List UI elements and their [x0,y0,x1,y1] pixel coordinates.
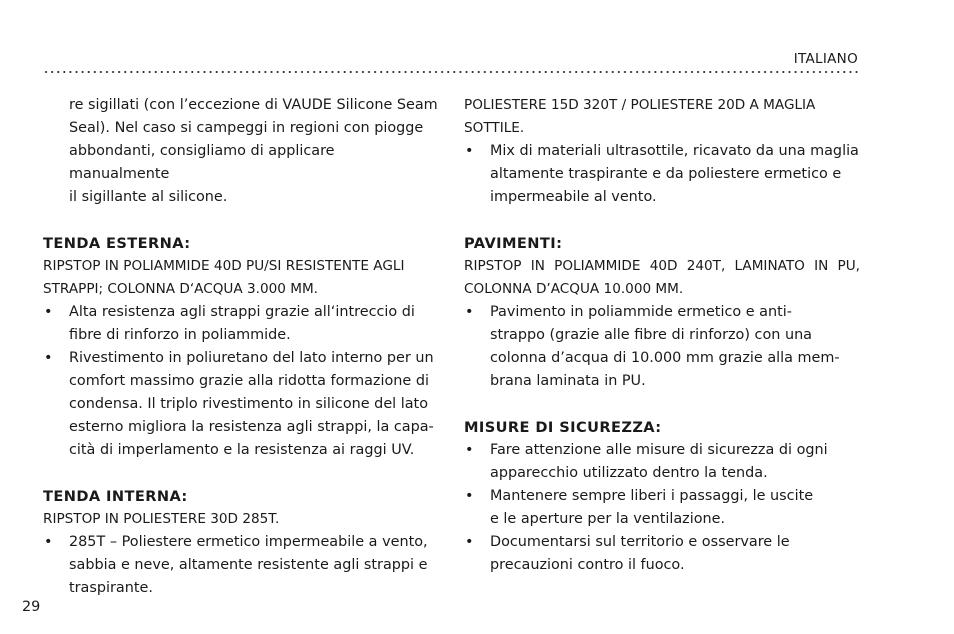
language-label: ITALIANO [793,51,858,67]
text-line: precauzioni contro il fuoco. [490,557,685,573]
list-item [464,301,860,393]
text-line: comfort massimo grazie alla ridotta formazione di [69,373,429,389]
text-line: esterno migliora la resistenza agli strappi, la capa- [69,419,434,435]
text-line: Seal). Nel caso si campeggi in regioni con piogge [69,120,424,136]
bullet-icon: • [44,534,53,550]
bullet-icon: • [465,442,474,458]
text-line: apparecchio utilizzato dentro la tenda. [490,465,768,481]
text-line: condensa. Il triplo rivestimento in silicone del lato [69,396,429,412]
inner-tent-bullets [43,531,438,600]
page-number: 29 [22,599,41,615]
list-item [43,347,438,462]
section-title-outer-tent: TENDA ESTERNA: [43,235,191,252]
text-line: abbondanti, consigliamo di applicare manualmente [69,143,335,182]
left-column [43,94,438,600]
bullet-icon: • [465,143,474,159]
section-title-inner-tent: TENDA INTERNA: [43,488,188,505]
list-item [43,531,438,600]
text-line: Fare attenzione alle misure di sicurezza di ogni [490,442,828,458]
spec-line: SOTTILE. [464,120,525,136]
spec-line: RIPSTOP IN POLIAMMIDE 40D PU/SI RESISTENTE AGLI [43,258,405,274]
right-column [464,94,860,577]
spec-line: RIPSTOP IN POLIAMMIDE 40D 240T, LAMINATO IN PU, [464,258,860,274]
text-line: traspirante. [69,580,153,596]
text-line: Alta resistenza agli strappi grazie all‘intreccio di [69,304,415,320]
text-line: strappo (grazie alle fibre di rinforzo) con una [490,327,813,343]
spec-line: STRAPPI; COLONNA D‘ACQUA 3.000 MM. [43,281,318,297]
section-title-floors: PAVIMENTI: [464,235,563,252]
outer-tent-bullets [43,301,438,462]
bullet-icon: • [44,350,53,366]
text-line: impermeabile al vento. [490,189,657,205]
text-line: altamente traspirante e da poliestere ermetico e [490,166,842,182]
text-line: sabbia e neve, altamente resistente agli strappi e [69,557,428,573]
bullet-icon: • [465,304,474,320]
text-line: e le aperture per la ventilazione. [490,511,726,527]
text-line: Rivestimento in poliuretano del lato interno per un [69,350,434,366]
text-line: il sigillante al silicone. [69,189,228,205]
list-item [464,140,860,209]
text-line: colonna d’acqua di 10.000 mm grazie alla mem- [490,350,840,366]
bullet-icon: • [465,534,474,550]
text-line: Pavimento in poliammide ermetico e anti- [490,304,792,320]
spec-line: RIPSTOP IN POLIESTERE 30D 285T. [43,511,280,527]
intro-bullets [464,140,860,209]
list-item [43,301,438,347]
text-line: fibre di rinforzo in poliammide. [69,327,291,343]
text-line: brana laminata in PU. [490,373,646,389]
dotted-divider [43,71,859,73]
spec-line: COLONNA D’ACQUA 10.000 MM. [464,281,684,297]
bullet-icon: • [465,488,474,504]
text-line: re sigillati (con l’eccezione di VAUDE Silicone Seam [69,97,438,113]
spec-line: POLIESTERE 15D 320T / POLIESTERE 20D A MAGLIA [464,97,816,113]
text-line: Mix di materiali ultrasottile, ricavato da una maglia [490,143,859,159]
list-item [464,485,860,531]
list-item [464,531,860,577]
list-item [464,439,860,485]
text-line: Mantenere sempre liberi i passaggi, le uscite [490,488,814,504]
text-line: 285T – Poliestere ermetico impermeabile a vento, [69,534,428,550]
section-title-safety: MISURE DI SICUREZZA: [464,419,662,436]
bullet-icon: • [44,304,53,320]
floors-bullets [464,301,860,393]
text-line: cità di imperlamento e la resistenza ai raggi UV. [69,442,415,458]
text-line: Documentarsi sul territorio e osservare le [490,534,790,550]
intro-paragraph [43,94,438,209]
safety-bullets [464,439,860,577]
